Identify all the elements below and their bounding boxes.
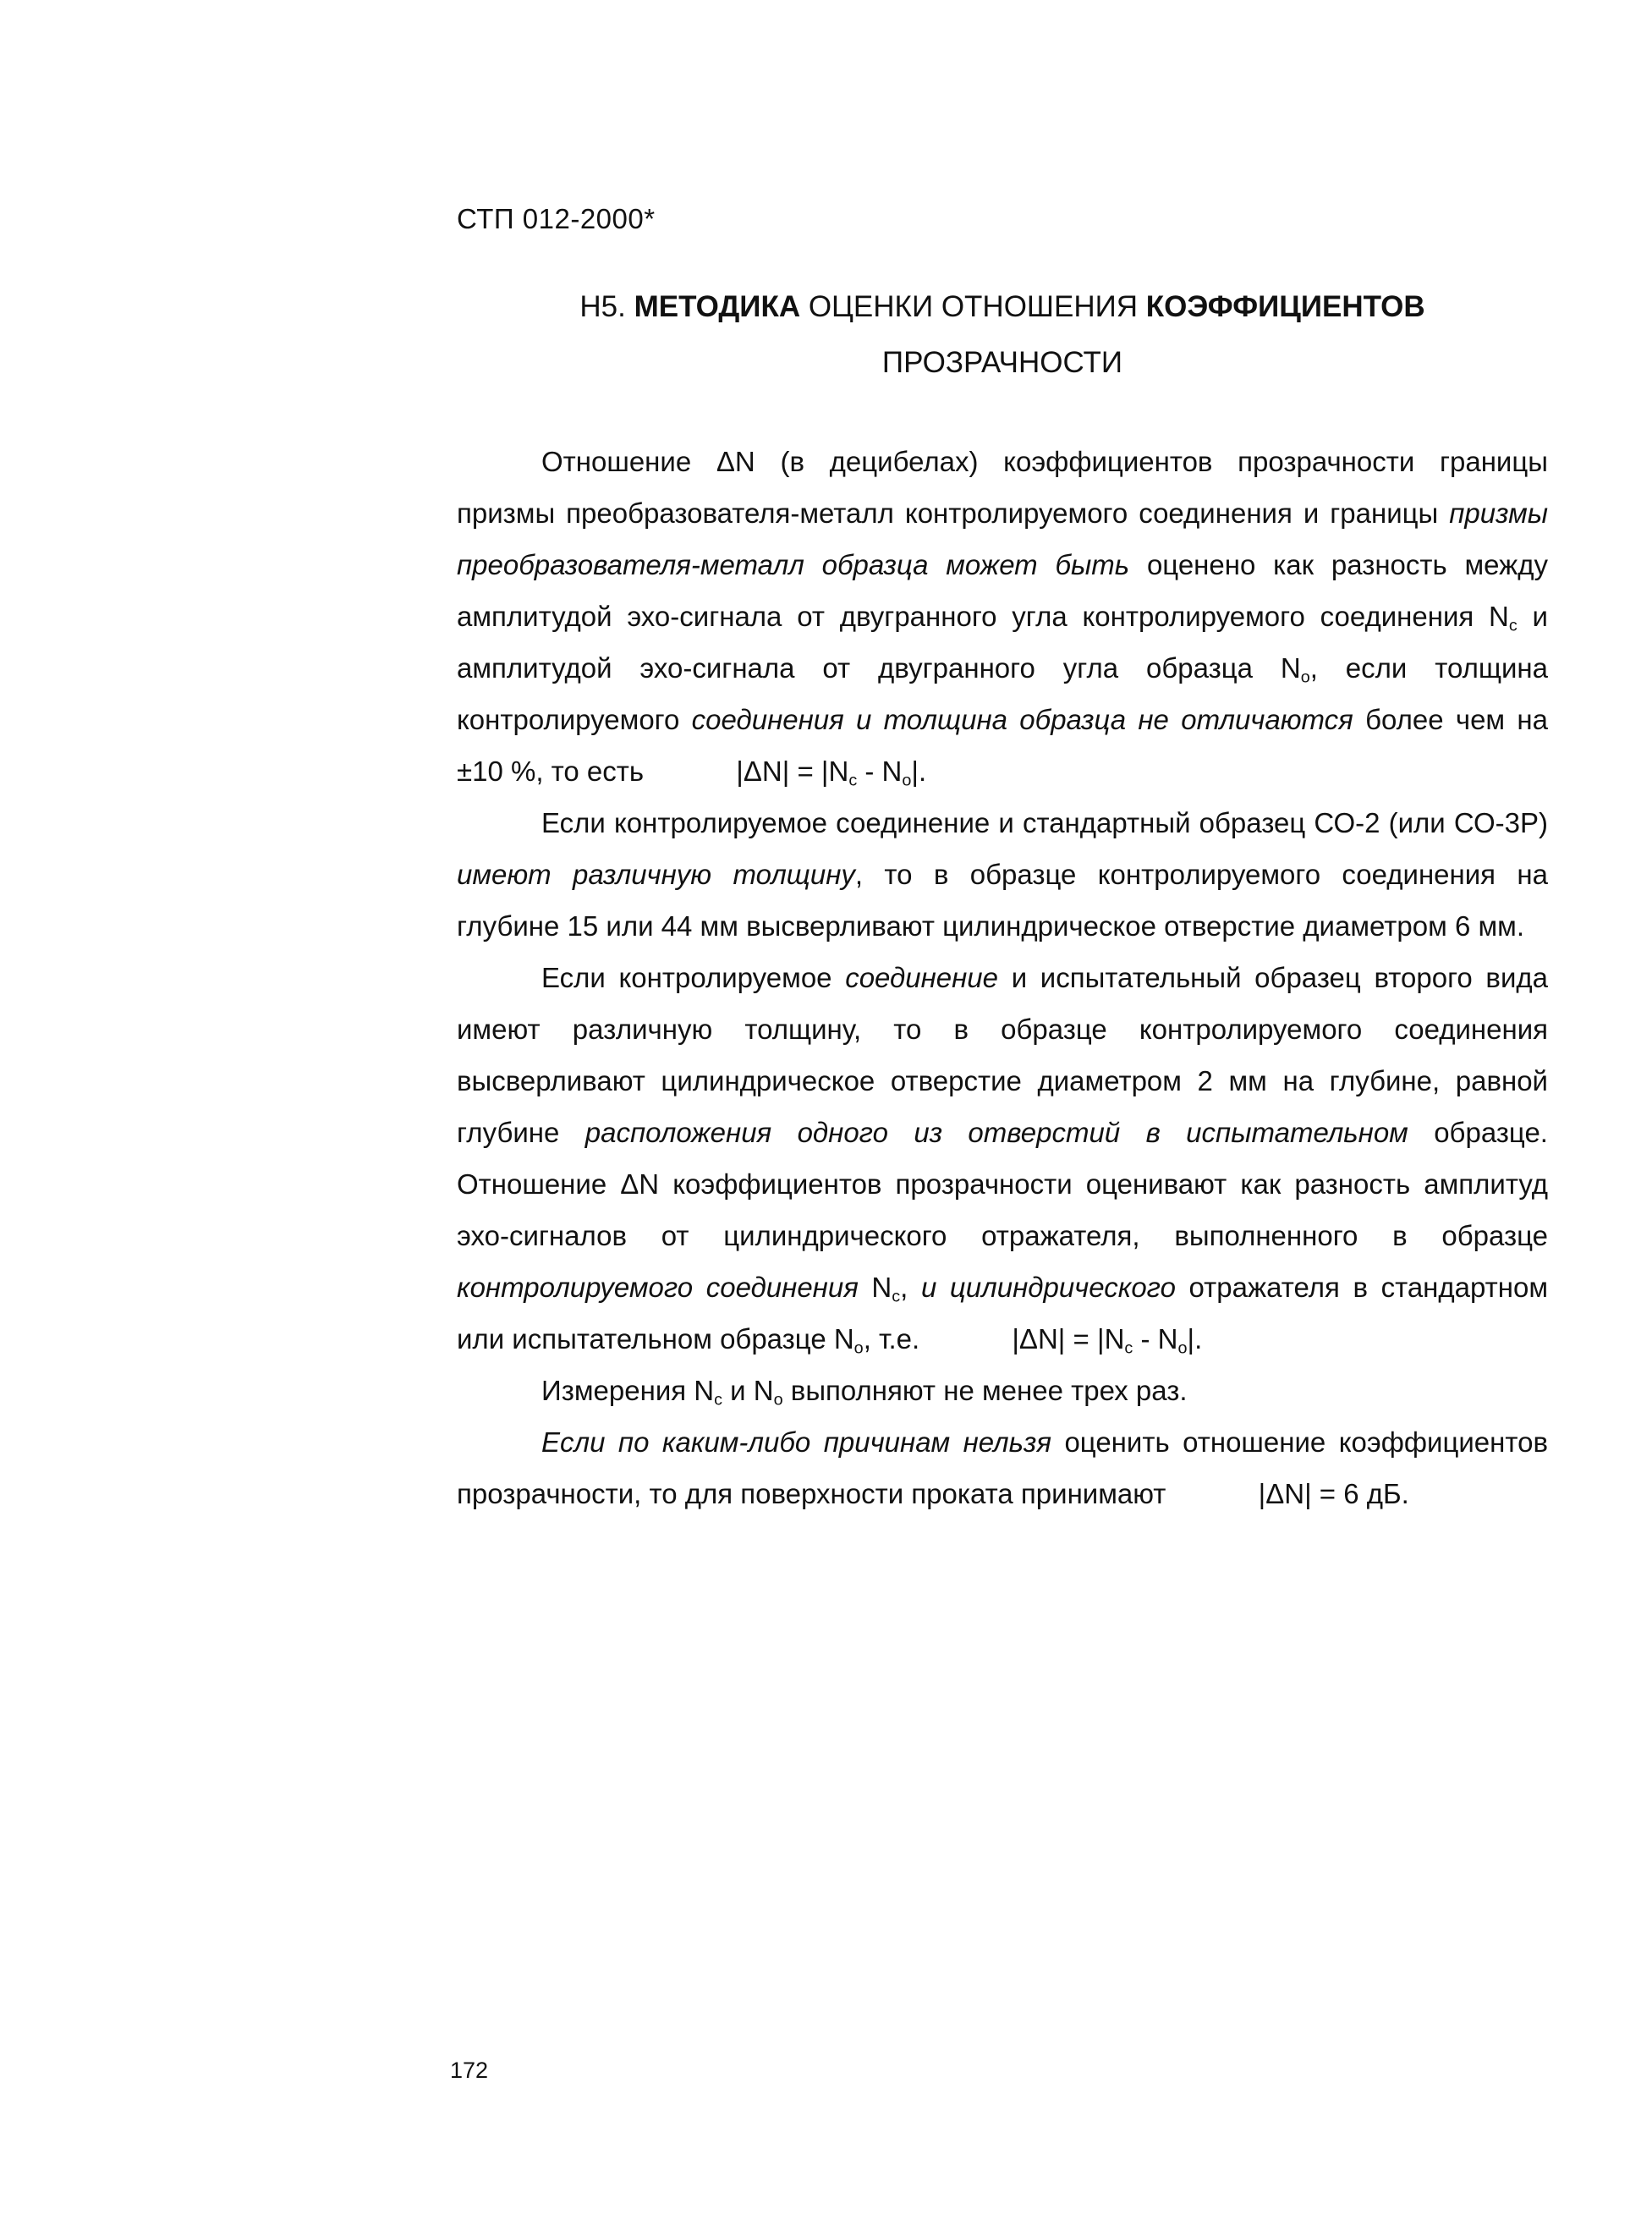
title-middle: ОЦЕНКИ ОТНОШЕНИЯ (800, 290, 1146, 323)
p3-text-g: , т.е. (863, 1323, 920, 1355)
p5-italic-a: Если по каким-либо причинам нельзя (541, 1426, 1051, 1458)
title-bold-word-2: КОЭФФИЦИЕНТОВ (1145, 290, 1425, 323)
p1-formula-minus: - N (857, 756, 903, 787)
p1-formula-sub-c: c (848, 771, 858, 790)
p3-formula-end: . (1194, 1323, 1203, 1355)
p1-formula: $|\Delta N| = |N_c - N_o|$ (736, 756, 919, 790)
paragraph-5 (457, 1416, 1548, 1519)
p4-subscript-o: o (773, 1390, 783, 1409)
paragraph-3 (457, 952, 1548, 1365)
p5-formula-delta: ΔN (1265, 1478, 1305, 1509)
p3-formula-sub-c: c (1124, 1338, 1133, 1358)
p1-formula-n: N (828, 756, 849, 787)
p1-text-d: , если толщина контролируемого (457, 652, 1548, 735)
p3-italic-c: контролируемого соединения (457, 1272, 859, 1303)
p1-subscript-o: o (1300, 668, 1310, 687)
p3-text-d: N (858, 1272, 892, 1303)
p1-subscript-c: c (1508, 616, 1518, 635)
p1-formula-sub-o: o (902, 771, 912, 790)
p5-formula-rest: = 6 дБ. (1311, 1478, 1409, 1509)
p4-text-b: и N (722, 1375, 774, 1406)
p2-italic-a: имеют различную толщину (457, 859, 855, 890)
p3-formula-sub-o: o (1177, 1338, 1188, 1358)
p1-formula-eq: = (789, 756, 821, 787)
p3-text-a: Если контролируемое (541, 962, 846, 993)
title-prefix: Н5. (579, 290, 634, 323)
p3-text-b: и испытательный образец второго вида имеют различную толщину, то в образце контролируемого соединения высверливают цилиндрическое отверстие диаметром 2 мм на глубине, равной глубине (457, 962, 1548, 1148)
p4-text-c: выполняют не менее трех раз. (782, 1375, 1188, 1406)
title-bold-word: МЕТОДИКА (634, 290, 801, 323)
p2-text-a: Если контролируемое соединение и стандартный образец СО-2 (или СО-3Р) (541, 807, 1548, 838)
p3-italic-b: расположения одного из отверстий в испытательном (585, 1117, 1408, 1148)
p3-subscript-o: o (853, 1338, 864, 1358)
p1-text-e: более чем на ±10 %, то есть (457, 704, 1548, 787)
p1-text-a: Отношение ΔN (в децибелах) коэффициентов прозрачности границы призмы преобразователя-металл контролируемого соединения и границы (457, 446, 1548, 529)
p3-text-c: образце. Отношение ΔN коэффициентов прозрачности оценивают как разность амплитуд эхо-сигналов от цилиндрического отражателя, выполненного в образце (457, 1117, 1548, 1251)
p3-formula-minus: - N (1133, 1323, 1178, 1355)
p1-text-c: и амплитудой эхо-сигнала от двугранного угла образца N (457, 601, 1548, 684)
p3-text-f: отражателя в стандартном или испытательном образце N (457, 1272, 1549, 1355)
p1-italic-a: призмы преобразователя-металл образца может быть (457, 497, 1548, 580)
p5-formula: |ΔN| (1258, 1478, 1312, 1509)
paragraph-2 (457, 797, 1548, 952)
p3-text-e: , (900, 1272, 921, 1303)
body-text (457, 436, 1548, 1519)
paragraph-1 (457, 436, 1548, 797)
p3-formula-delta: ΔN (1018, 1323, 1058, 1355)
p1-formula-end: . (918, 756, 927, 787)
section-title-line-2: ПРОЗРАЧНОСТИ (881, 346, 1123, 379)
p3-formula-n: N (1104, 1323, 1125, 1355)
page-number: 172 (450, 2058, 489, 2083)
section-title (457, 279, 1548, 391)
p3-italic-e: и цилиндрического (920, 1272, 1176, 1303)
p3-formula-eq: = (1065, 1323, 1097, 1355)
p3-formula: $|\Delta N| = |N_c - N_o|$ (1012, 1323, 1195, 1358)
p5-text-a: оценить отношение коэффициентов прозрачности, то для поверхности проката принимают (457, 1426, 1548, 1509)
p4-subscript-c: c (714, 1390, 723, 1409)
document-code: СТП 012-2000* (457, 203, 656, 234)
p4-text-a: Измерения N (541, 1375, 715, 1406)
section-title-line-1 (457, 279, 1548, 335)
paragraph-4 (457, 1365, 1548, 1416)
p3-italic-a: соединение (845, 962, 999, 993)
p2-text-b: , то в образце контролируемого соединения на глубине 15 или 44 мм высверливают цилиндрическое отверстие диаметром 6 мм. (457, 859, 1548, 942)
p1-text-b: оценено как разность между амплитудой эхо-сигнала от двугранного угла контролируемого соединения N (457, 549, 1548, 632)
p1-formula-delta: ΔN (743, 756, 782, 787)
p1-italic-d: соединения и толщина образца не отличаются (691, 704, 1353, 735)
p3-subscript-c: c (892, 1287, 901, 1306)
